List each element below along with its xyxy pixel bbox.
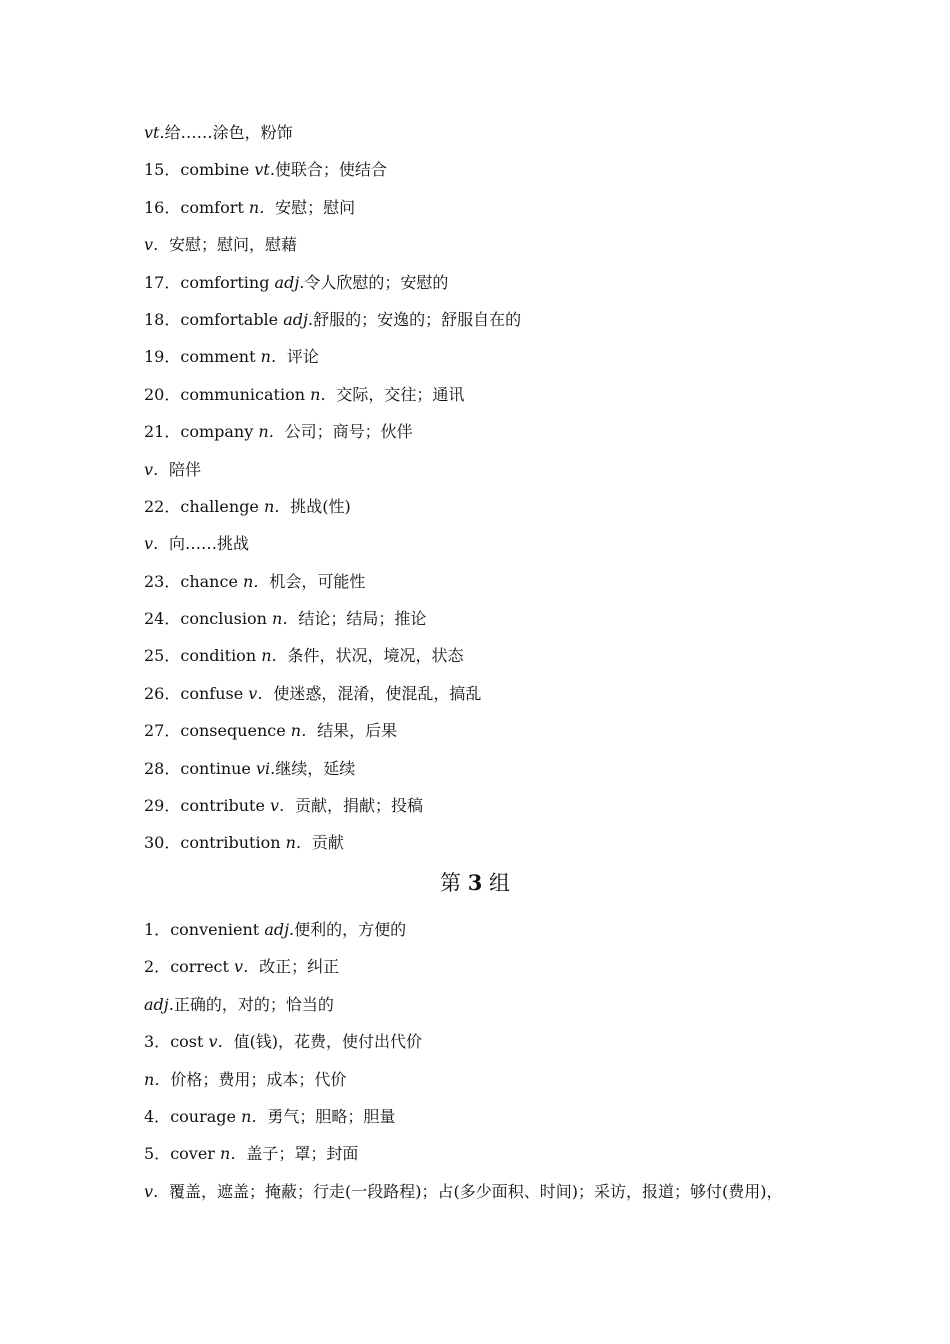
- vocab-entry-continuation: [144, 990, 824, 1027]
- entry-number: 26．: [144, 683, 181, 703]
- entry-number: 23．: [144, 571, 181, 591]
- vocab-entry: [144, 679, 824, 716]
- entry-meaning: 正确的，对的；恰当的: [173, 994, 334, 1014]
- entry-number: 1．: [144, 920, 171, 939]
- entry-part-of-speech: v．: [144, 459, 170, 479]
- entry-meaning: 向……挑战: [169, 534, 250, 554]
- vocab-entry: [144, 1139, 824, 1176]
- vocab-entry: [144, 342, 824, 379]
- entry-number: 5．: [144, 1144, 171, 1164]
- entry-part-of-speech: n．: [144, 1069, 171, 1089]
- vocab-entry: [144, 417, 824, 454]
- vocab-entry-continuation: [144, 455, 824, 492]
- vocab-entry: [144, 155, 824, 192]
- entry-meaning: 便利的，方便的: [294, 920, 407, 939]
- vocab-entry-continuation: [144, 118, 824, 155]
- entry-word: chance: [180, 571, 243, 591]
- entry-number: 28．: [144, 758, 181, 778]
- entry-meaning: 舒服的；安逸的；舒服自在的: [313, 309, 522, 329]
- heading-number: 3: [467, 870, 483, 895]
- entry-part-of-speech: adj.: [264, 920, 295, 939]
- entry-word: correct: [170, 957, 235, 977]
- entry-meaning: 给……涂色，粉饰: [164, 123, 293, 142]
- entry-number: 3．: [144, 1032, 171, 1052]
- entry-part-of-speech: n．: [258, 422, 285, 442]
- entry-part-of-speech: v．: [270, 796, 296, 816]
- vocab-entry: [144, 305, 824, 342]
- vocab-entry: [144, 716, 824, 753]
- entry-number: 25．: [144, 646, 181, 666]
- entry-meaning: 公司；商号；伙伴: [284, 422, 413, 442]
- entry-part-of-speech: adj.: [283, 309, 314, 329]
- entry-part-of-speech: n．: [285, 833, 312, 853]
- entry-meaning: 评论: [286, 347, 319, 367]
- vocab-entry: [144, 952, 824, 989]
- vocab-entry: [144, 828, 824, 865]
- entry-word: comfort: [180, 197, 249, 217]
- vocab-entry-continuation: [144, 1065, 824, 1102]
- vocab-list-group-3: [144, 915, 824, 1214]
- vocab-entry: [144, 380, 824, 417]
- entry-word: company: [180, 422, 259, 442]
- entry-word: continue: [180, 758, 256, 778]
- entry-word: conclusion: [180, 609, 273, 629]
- entry-meaning: 使联合；使结合: [274, 160, 387, 180]
- entry-meaning: 交际，交往；通讯: [336, 384, 465, 404]
- entry-part-of-speech: adj.: [144, 994, 174, 1014]
- entry-word: condition: [180, 646, 262, 666]
- entry-part-of-speech: n．: [272, 609, 299, 629]
- entry-part-of-speech: n．: [220, 1144, 247, 1164]
- entry-meaning: 贡献，捐献；投稿: [295, 796, 424, 816]
- vocab-entry-continuation: [144, 1177, 824, 1214]
- entry-part-of-speech: v．: [248, 683, 274, 703]
- entry-word: communication: [180, 384, 311, 404]
- entry-number: 19．: [144, 347, 181, 367]
- entry-number: 16．: [144, 197, 181, 217]
- entry-meaning: 机会，可能性: [269, 571, 366, 591]
- vocab-entry: [144, 604, 824, 641]
- entry-part-of-speech: v．: [144, 235, 170, 255]
- entry-meaning: 使迷惑，混淆，使混乱，搞乱: [273, 683, 482, 703]
- entry-number: 21．: [144, 422, 181, 442]
- entry-word: cost: [170, 1032, 209, 1052]
- entry-word: comforting: [180, 272, 275, 292]
- entry-part-of-speech: v．: [234, 957, 260, 977]
- heading-suffix: 组: [482, 871, 510, 895]
- entry-number: 24．: [144, 609, 181, 629]
- entry-number: 29．: [144, 796, 181, 816]
- entry-word: challenge: [180, 496, 264, 516]
- entry-meaning: 继续，延续: [275, 758, 356, 778]
- entry-part-of-speech: n．: [248, 197, 276, 217]
- vocab-entry: [144, 1102, 824, 1139]
- vocab-entry: [144, 754, 824, 791]
- entry-part-of-speech: n．: [310, 384, 337, 404]
- vocab-entry-continuation: [144, 230, 824, 267]
- vocab-entry: [144, 1027, 824, 1064]
- entry-word: courage: [170, 1106, 242, 1126]
- entry-part-of-speech: vt.: [254, 160, 275, 180]
- entry-word: convenient: [170, 920, 265, 939]
- entry-number: 17．: [144, 272, 181, 292]
- vocab-entry: [144, 915, 824, 952]
- entry-word: contribution: [180, 833, 286, 853]
- entry-part-of-speech: n．: [241, 1106, 268, 1126]
- entry-part-of-speech: n．: [260, 347, 287, 367]
- entry-number: 27．: [144, 721, 181, 741]
- vocab-entry-continuation: [144, 529, 824, 566]
- entry-part-of-speech: v．: [208, 1032, 234, 1052]
- entry-part-of-speech: n．: [290, 721, 318, 741]
- entry-number: 30．: [144, 833, 181, 853]
- entry-part-of-speech: n．: [243, 571, 270, 591]
- entry-word: confuse: [180, 683, 249, 703]
- vocab-entry: [144, 641, 824, 678]
- entry-word: contribute: [180, 796, 270, 816]
- entry-meaning: 价格；费用；成本；代价: [170, 1069, 347, 1089]
- entry-part-of-speech: v．: [144, 1181, 170, 1201]
- entry-part-of-speech: vt.: [144, 123, 165, 142]
- entry-number: 15．: [144, 160, 181, 180]
- vocab-entry: [144, 492, 824, 529]
- entry-meaning: 贡献: [311, 833, 344, 853]
- entry-meaning: 结论；结局；推论: [298, 609, 427, 629]
- entry-meaning: 结果，后果: [317, 721, 398, 741]
- entry-number: 22．: [144, 496, 181, 516]
- entry-meaning: 勇气；胆略；胆量: [267, 1106, 396, 1126]
- entry-word: cover: [170, 1144, 221, 1164]
- entry-meaning: 值(钱)，花费，使付出代价: [233, 1032, 423, 1052]
- entry-part-of-speech: adj.: [274, 272, 305, 292]
- entry-number: 4．: [144, 1106, 171, 1126]
- entry-meaning: 盖子；罩；封面: [246, 1144, 359, 1164]
- entry-number: 18．: [144, 309, 181, 329]
- entry-part-of-speech: v．: [144, 534, 170, 554]
- section-heading-group-3: [0, 866, 950, 900]
- entry-meaning: 陪伴: [169, 459, 202, 479]
- entry-meaning: 安慰；慰问: [275, 197, 356, 217]
- entry-part-of-speech: vi.: [255, 758, 276, 778]
- vocab-entry: [144, 567, 824, 604]
- vocab-entry: [144, 791, 824, 828]
- entry-part-of-speech: n．: [263, 496, 291, 516]
- entry-word: comfortable: [180, 309, 284, 329]
- entry-number: 20．: [144, 384, 181, 404]
- entry-meaning: 令人欣慰的；安慰的: [304, 272, 449, 292]
- entry-meaning: 条件，状况，境况，状态: [287, 646, 464, 666]
- entry-part-of-speech: n．: [261, 646, 288, 666]
- heading-prefix: 第: [440, 871, 468, 895]
- entry-word: consequence: [180, 721, 291, 741]
- entry-meaning: 安慰；慰问，慰藉: [169, 235, 298, 255]
- entry-word: comment: [180, 347, 261, 367]
- entry-meaning: 挑战(性): [290, 496, 351, 516]
- vocab-entry: [144, 193, 824, 230]
- entry-meaning: 覆盖，遮盖；掩蔽；行走(一段路程)；占(多少面积、时间)；采访，报道；够付(费用)，: [169, 1181, 783, 1201]
- vocab-entry: [144, 268, 824, 305]
- vocab-list-group-2: [144, 118, 824, 866]
- entry-word: combine: [180, 160, 255, 180]
- entry-meaning: 改正；纠正: [259, 957, 340, 977]
- entry-number: 2．: [144, 957, 171, 977]
